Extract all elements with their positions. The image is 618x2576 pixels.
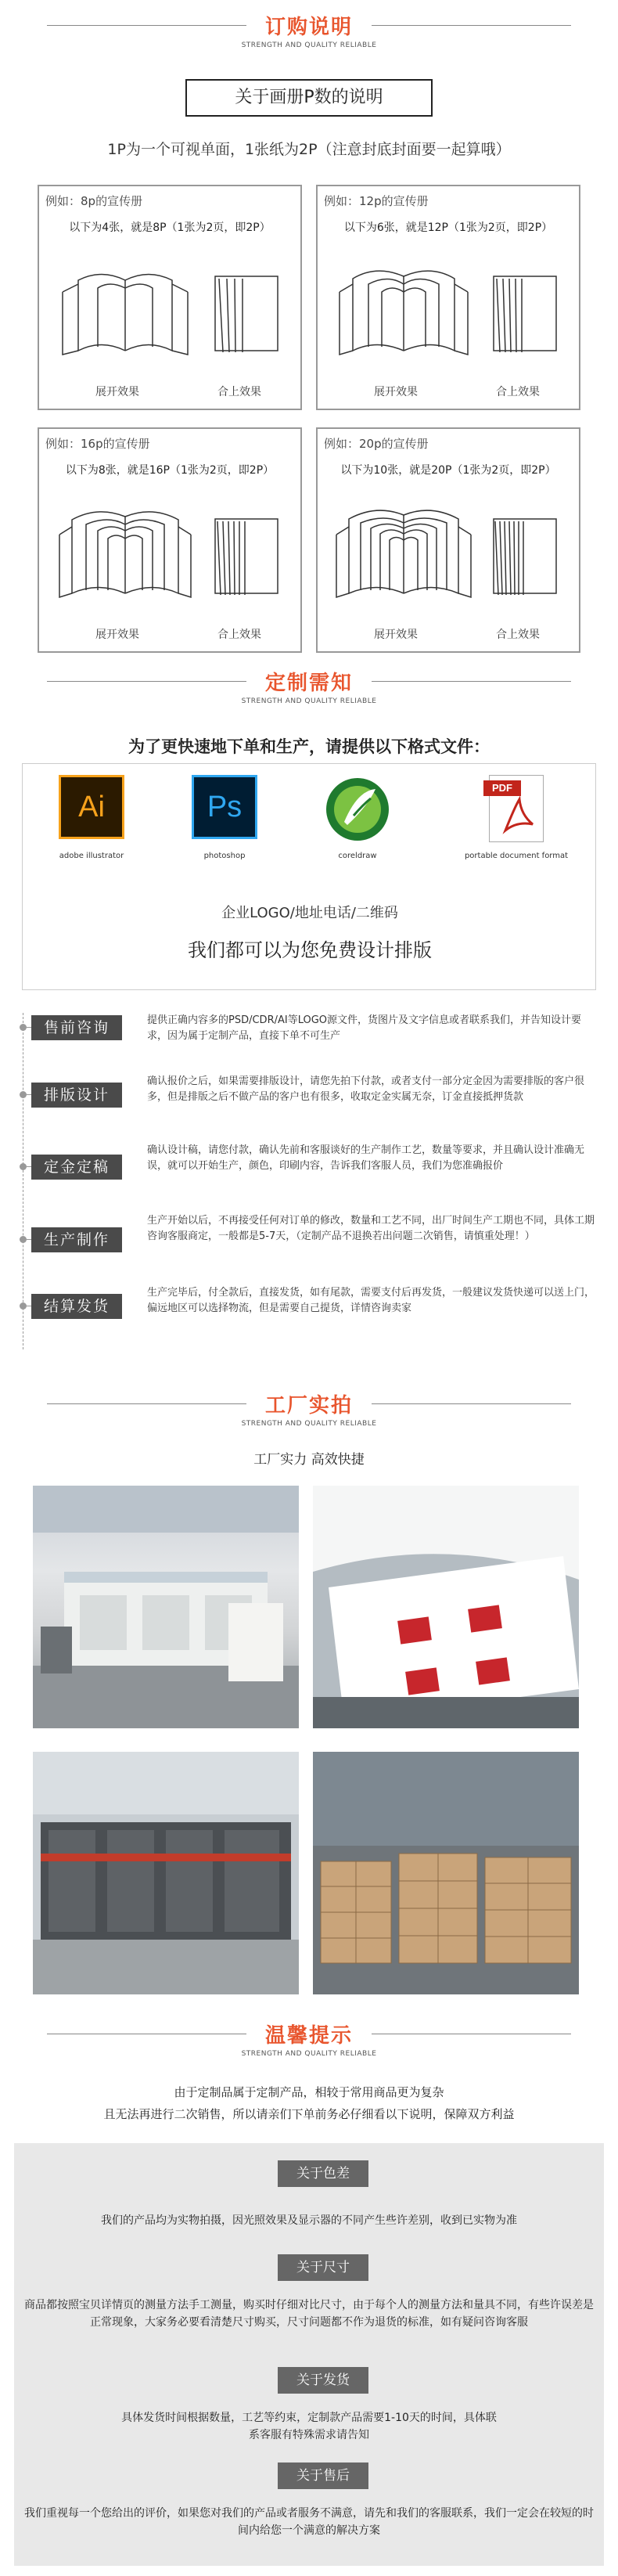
example-title: 例如：16p的宣传册 <box>45 437 150 451</box>
open-effect-label: 展开效果 <box>374 386 418 398</box>
factory-photo-press-hall <box>33 1486 299 1728</box>
tip-tag-shipping: 关于发货 <box>278 2367 368 2394</box>
step-label-shipping: 结算发货 <box>31 1294 122 1319</box>
example-desc: 以下为4张，就是8P（1张为2页，即2P） <box>69 222 271 234</box>
example-title: 例如：8p的宣传册 <box>45 194 143 208</box>
section-subtitle: STRENGTH AND QUALITY RELIABLE <box>241 41 377 49</box>
format-label: portable document format <box>464 852 569 860</box>
factory-photo-press-line <box>33 1752 299 1994</box>
factory-photo-printed-sheets <box>313 1486 579 1728</box>
pdf-badge: PDF <box>483 780 521 796</box>
coreldraw-icon <box>322 775 393 844</box>
formats-panel <box>22 763 596 990</box>
example-desc: 以下为8张，就是16P（1张为2页，即2P） <box>65 464 275 477</box>
step-text-layout: 确认报价之后，如果需要排版设计，请您先拍下付款，或者支付一部分定金因为需要排版的客户很多，但是排版之后不做产品的客户也有很多，收取定金实属无奈，订金直接抵押货款 <box>147 1075 585 1103</box>
format-label: adobe illustrator <box>59 852 124 860</box>
tip-tag-aftersales: 关于售后 <box>278 2463 368 2489</box>
closed-effect-label: 合上效果 <box>496 629 540 641</box>
free-design-line: 我们都可以为您免费设计排版 <box>188 939 432 961</box>
closed-book-illustration <box>478 265 572 358</box>
page-count-heading: 关于画册P数的说明 <box>185 79 433 117</box>
formats-intro: 为了更快速地下单和生产，请提供以下格式文件： <box>128 737 490 756</box>
section-subtitle: STRENGTH AND QUALITY RELIABLE <box>241 1420 377 1428</box>
tip-text-shipping: 具体发货时间根据数量，工艺等约束，定制款产品需要1-10天的时间，具体联系客服有特殊需求请告知 <box>121 2412 497 2441</box>
example-title: 例如：20p的宣传册 <box>324 437 429 451</box>
example-box-16p <box>38 427 302 653</box>
section-title: 温馨提示 <box>264 2024 353 2048</box>
step-text-presales: 提供正确内容多的PSD/CDR/AI等LOGO源文件，货图片及文字信息或者联系我们，并告知设计要求，因为属于定制产品，直接下单不可生产 <box>147 1014 582 1042</box>
step-label-production: 生产制作 <box>31 1227 122 1252</box>
open-book-illustration <box>55 507 196 601</box>
section-header-custom <box>0 667 618 705</box>
example-box-12p <box>316 185 580 410</box>
process-steps <box>0 1013 618 1381</box>
format-item-ai <box>37 775 146 860</box>
section-subtitle: STRENGTH AND QUALITY RELIABLE <box>241 697 377 705</box>
page-count-explain: 1P为一个可视单面，1张纸为2P（注意封底封面要一起算哦） <box>107 141 511 158</box>
closed-book-illustration <box>199 265 293 358</box>
example-box-20p <box>316 427 580 653</box>
tips-intro-1: 由于定制品属于定制产品，相较于常用商品更为复杂 <box>174 2085 444 2099</box>
format-label: coreldraw <box>338 852 377 860</box>
open-book-illustration <box>333 265 474 358</box>
closed-book-illustration <box>478 507 572 601</box>
closed-effect-label: 合上效果 <box>496 386 540 398</box>
example-desc: 以下为10张，就是20P（1张为2页，即2P） <box>340 464 556 477</box>
tip-text-size: 商品都按照宝贝详情页的测量方法手工测量，购买时仔细对比尺寸，由于每个人的测量方法和量具不同，有些许误差是正常现象，大家务必要看清楚尺寸购买，尺寸问题都不作为退货的标准，如有疑问咨询客服 <box>24 2299 594 2329</box>
section-title: 工厂实拍 <box>264 1394 353 1418</box>
step-text-production: 生产开始以后，不再接受任何对订单的修改，数量和工艺不同，出厂时间生产工期也不同，具体工期咨询客服商定，一般都是5-7天，（定制产品不退换若出问题二次销售，请慎重处理！） <box>147 1215 595 1242</box>
step-label-layout: 排版设计 <box>31 1083 122 1108</box>
tips-panel <box>14 2143 604 2566</box>
format-item-pdf <box>442 775 591 860</box>
illustrator-icon: Ai <box>59 775 124 839</box>
example-desc: 以下为6张，就是12P（1张为2页，即2P） <box>343 222 553 234</box>
factory-photo-warehouse <box>313 1752 579 1994</box>
closed-effect-label: 合上效果 <box>217 629 261 641</box>
format-item-ps <box>170 775 279 860</box>
tip-text-aftersales: 我们重视每一个您给出的评价，如果您对我们的产品或者服务不满意，请先和我们的客服联系，我们一定会在较短的时间内给您一个满意的解决方案 <box>24 2507 594 2537</box>
example-title: 例如：12p的宣传册 <box>324 194 429 208</box>
open-book-illustration <box>55 265 196 358</box>
step-label-presales: 售前咨询 <box>31 1015 122 1040</box>
open-effect-label: 展开效果 <box>95 629 139 641</box>
section-header-order <box>0 11 618 49</box>
open-book-illustration <box>333 507 474 601</box>
pdf-icon <box>489 775 544 842</box>
open-effect-label: 展开效果 <box>95 386 139 398</box>
closed-book-illustration <box>199 507 293 601</box>
format-item-coreldraw <box>303 775 412 860</box>
logo-address-qr-line: 企业LOGO/地址电话/二维码 <box>221 905 398 921</box>
section-header-factory <box>0 1389 618 1428</box>
open-effect-label: 展开效果 <box>374 629 418 641</box>
section-header-tips <box>0 2019 618 2058</box>
step-text-shipping: 生产完毕后，付全款后，直接发货，如有尾款，需要支付后再发货，一般建议发货快递可以送上门，偏远地区可以选择物流，但是需要自己提货，详情咨询卖家 <box>147 1287 595 1314</box>
section-title: 定制需知 <box>264 672 353 695</box>
photoshop-icon: Ps <box>192 775 257 839</box>
tip-tag-color: 关于色差 <box>278 2160 368 2187</box>
tip-tag-size: 关于尺寸 <box>278 2254 368 2281</box>
tips-intro-2: 且无法再进行二次销售，所以请亲们下单前务必仔细看以下说明，保障双方利益 <box>103 2107 515 2121</box>
example-box-8p <box>38 185 302 410</box>
section-subtitle: STRENGTH AND QUALITY RELIABLE <box>241 2050 377 2058</box>
section-title: 订购说明 <box>264 16 353 39</box>
factory-caption: 工厂实力 高效快捷 <box>253 1452 365 1468</box>
format-label: photoshop <box>203 852 246 860</box>
step-label-deposit: 定金定稿 <box>31 1155 122 1180</box>
closed-effect-label: 合上效果 <box>217 386 261 398</box>
step-text-deposit: 确认设计稿，请您付款，确认先前和客服谈好的生产制作工艺，数量等要求，并且确认设计准确无误，就可以开始生产，颜色，印刷内容，告诉我们客服人员，我们为您准确报价 <box>147 1144 585 1172</box>
tip-text-color: 我们的产品均为实物拍摄，因光照效果及显示器的不同产生些许差别，收到已实物为准 <box>101 2214 517 2227</box>
